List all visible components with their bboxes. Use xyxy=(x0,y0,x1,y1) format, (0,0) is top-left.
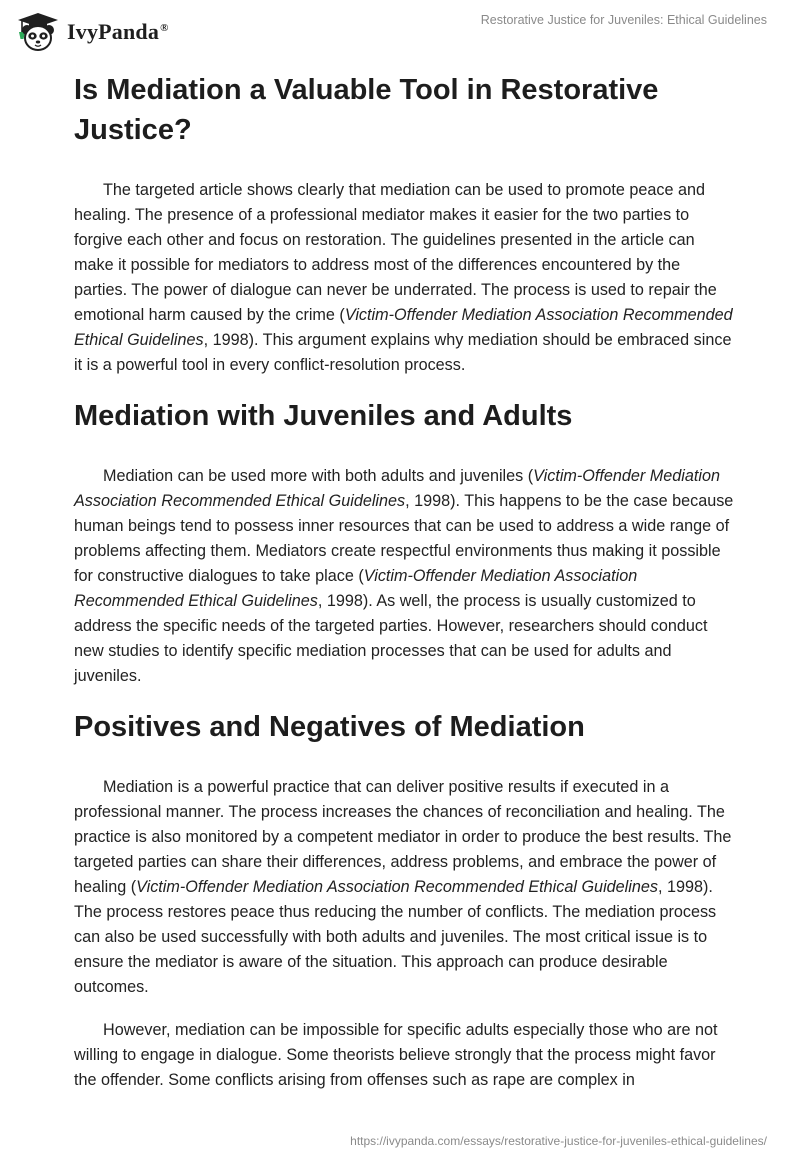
article-body xyxy=(74,70,734,1093)
citation-title: Victim-Offender Mediation Association Recommended Ethical Guidelines xyxy=(74,567,638,610)
citation-title: Victim-Offender Mediation Association Recommended Ethical Guidelines xyxy=(74,467,720,510)
ivypanda-logo[interactable] xyxy=(14,10,169,52)
text-run: , 1998). As well, the process is usually customized to address the specific needs of the targeted parties. However, researchers should conduct new studies to identify specific mediation processes that can be used for adults and juveniles. xyxy=(74,592,708,685)
text-run: However, mediation can be impossible for specific adults especially those who are not willing to engage in dialogue. Some theorists believe strongly that the process might favor the offender. Some conflicts arising from offenses such as rape are complex in xyxy=(74,1021,718,1089)
document-title: Restorative Justice for Juveniles: Ethical Guidelines xyxy=(480,13,767,27)
source-url[interactable]: https://ivypanda.com/essays/restorative-justice-for-juveniles-ethical-guidelines/ xyxy=(350,1134,767,1148)
section-heading: Positives and Negatives of Mediation xyxy=(74,711,585,743)
text-run: The targeted article shows clearly that mediation can be used to promote peace and healing. The presence of a professional mediator makes it easier for the two parties to forgive each other and focus on restoration. The guidelines presented in the article can make it possible for mediators to address most of the differences encountered by the parties. The power of dialogue can never be underrated. The process is used to repair the emotional harm caused by the crime ( xyxy=(74,181,717,324)
body-paragraph xyxy=(74,1018,734,1093)
brand-name: IvyPanda® xyxy=(67,19,169,44)
text-run: , 1998). This happens to be the case because human beings tend to possess inner resources that can be used to address a wide range of problems affecting them. Mediators create respectful environments thus making it possible for constructive dialogues to take place ( xyxy=(74,492,734,585)
section-heading: Is Mediation a Valuable Tool in Restorative Justice? xyxy=(74,74,659,146)
body-paragraph xyxy=(74,464,734,689)
citation-title: Victim-Offender Mediation Association Recommended Ethical Guidelines xyxy=(136,878,658,896)
body-paragraph xyxy=(74,178,734,378)
text-run: Mediation can be used more with both adults and juveniles ( xyxy=(103,467,534,485)
text-run: Mediation is a powerful practice that can deliver positive results if executed in a professional manner. The process increases the chances of reconciliation and healing. The practice is also monitored by a competent mediator in order to produce the best results. The targeted parties can share their differences, address problems, and embrace the power of healing ( xyxy=(74,778,732,896)
page-header xyxy=(0,0,800,64)
text-run: , 1998). The process restores peace thus reducing the number of conflicts. The mediation process can also be used successfully with both adults and juveniles. The most critical issue is to ensure the mediator is aware of the situation. This approach can produce desirable outcomes. xyxy=(74,878,717,996)
body-paragraph xyxy=(74,775,734,1000)
panda-graduate-icon xyxy=(14,10,62,52)
citation-title: Victim-Offender Mediation Association Recommended Ethical Guidelines xyxy=(74,306,733,349)
section-heading: Mediation with Juveniles and Adults xyxy=(74,400,573,432)
text-run: , 1998). This argument explains why mediation should be embraced since it is a powerful tool in every conflict-resolution process. xyxy=(74,331,732,374)
